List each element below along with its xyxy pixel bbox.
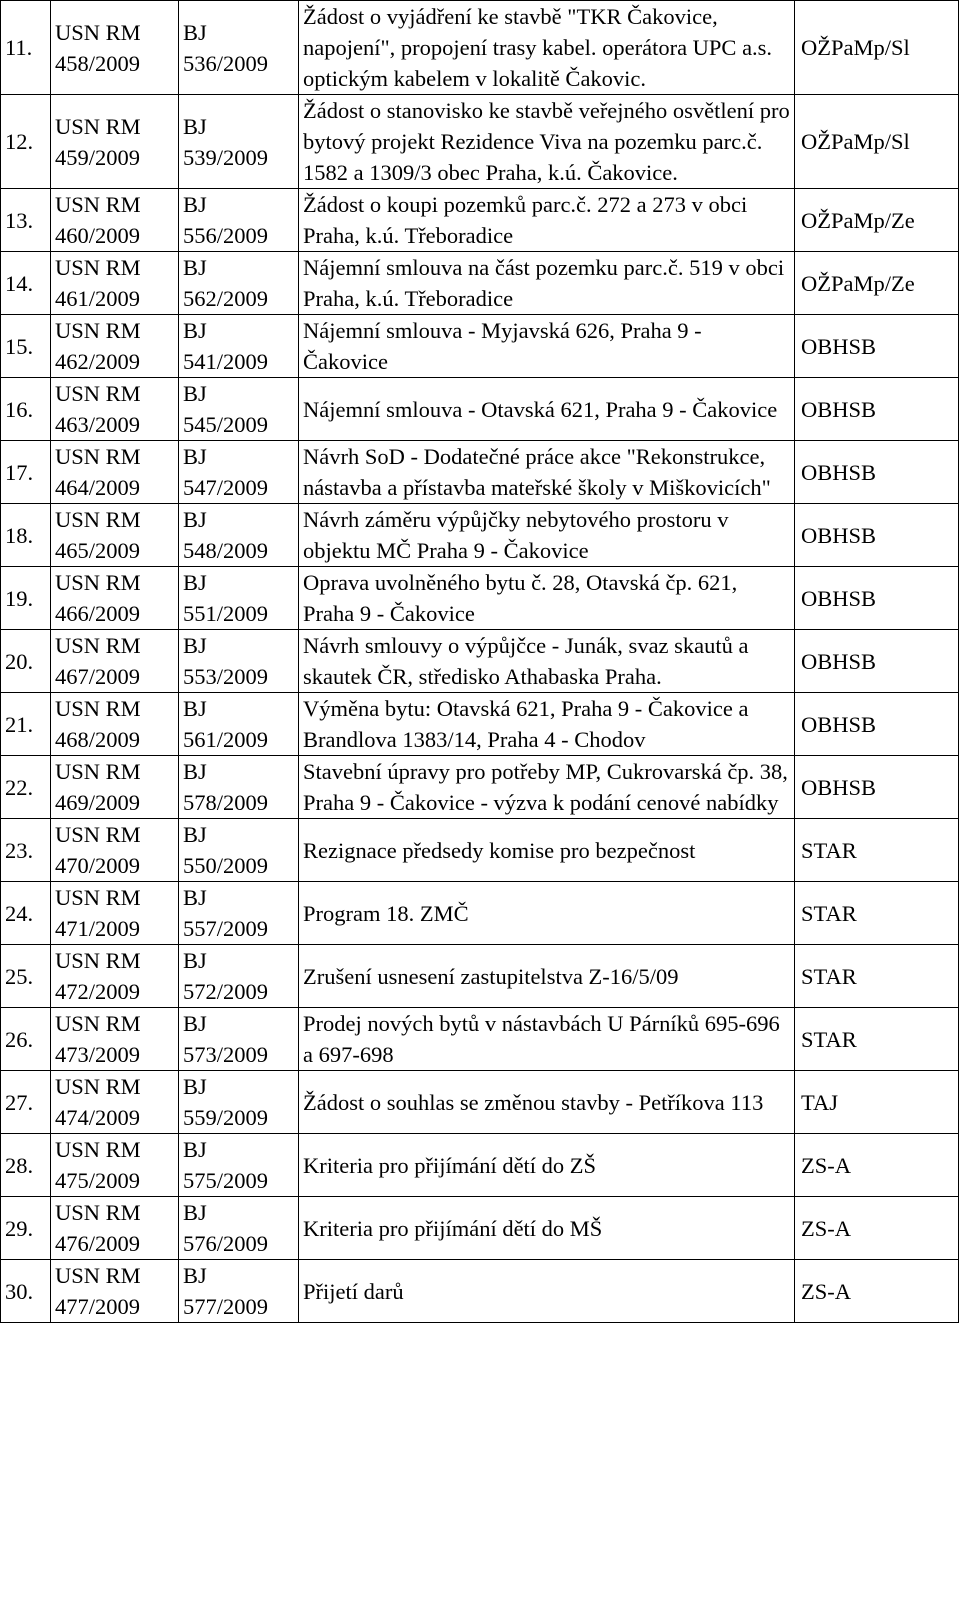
bj-number-cell — [179, 95, 299, 189]
table-row — [1, 315, 959, 378]
resolution-number-cell — [51, 756, 179, 819]
department: OBHSB — [795, 567, 959, 630]
department: OBHSB — [795, 693, 959, 756]
bj-number: 575/2009 — [183, 1168, 269, 1193]
resolution-description: Nájemní smlouva - Otavská 621, Praha 9 - Čakovice — [299, 378, 795, 441]
resolution-prefix: USN RM — [55, 1011, 141, 1036]
resolution-number-cell — [51, 1008, 179, 1071]
resolution-description: Prodej nových bytů v nástavbách U Párníků 695-696 a 697-698 — [299, 1008, 795, 1071]
bj-prefix: BJ — [183, 1200, 207, 1225]
resolution-prefix: USN RM — [55, 1074, 141, 1099]
resolution-prefix: USN RM — [55, 192, 141, 217]
resolution-number-cell — [51, 1, 179, 95]
table-row — [1, 1008, 959, 1071]
resolution-number: 472/2009 — [55, 979, 141, 1004]
resolution-prefix: USN RM — [55, 822, 141, 847]
bj-number: 557/2009 — [183, 916, 269, 941]
row-number: 22. — [1, 756, 51, 819]
resolution-description: Žádost o koupi pozemků parc.č. 272 a 273 v obci Praha, k.ú. Třeboradice — [299, 189, 795, 252]
bj-number-cell — [179, 252, 299, 315]
department: OŽPaMp/Sl — [795, 95, 959, 189]
bj-number: 577/2009 — [183, 1294, 269, 1319]
resolution-prefix: USN RM — [55, 507, 141, 532]
table-row — [1, 1197, 959, 1260]
resolution-prefix: USN RM — [55, 948, 141, 973]
resolution-description: Přijetí darů — [299, 1260, 795, 1323]
bj-number-cell — [179, 378, 299, 441]
row-number: 11. — [1, 1, 51, 95]
resolution-description: Kriteria pro přijímání dětí do ZŠ — [299, 1134, 795, 1197]
resolution-prefix: USN RM — [55, 1263, 141, 1288]
department: STAR — [795, 819, 959, 882]
resolution-description: Návrh záměru výpůjčky nebytového prostoru v objektu MČ Praha 9 - Čakovice — [299, 504, 795, 567]
bj-number: 572/2009 — [183, 979, 269, 1004]
resolution-number-cell — [51, 189, 179, 252]
resolution-description: Program 18. ZMČ — [299, 882, 795, 945]
row-number: 30. — [1, 1260, 51, 1323]
department: ZS-A — [795, 1260, 959, 1323]
resolution-description: Oprava uvolněného bytu č. 28, Otavská čp. 621, Praha 9 - Čakovice — [299, 567, 795, 630]
resolution-description: Návrh smlouvy o výpůjčce - Junák, svaz skautů a skautek ČR, středisko Athabaska Praha. — [299, 630, 795, 693]
resolution-number: 468/2009 — [55, 727, 141, 752]
resolution-number: 477/2009 — [55, 1294, 141, 1319]
bj-prefix: BJ — [183, 1263, 207, 1288]
resolution-number: 471/2009 — [55, 916, 141, 941]
bj-prefix: BJ — [183, 885, 207, 910]
resolution-number: 467/2009 — [55, 664, 141, 689]
row-number: 15. — [1, 315, 51, 378]
resolution-number-cell — [51, 630, 179, 693]
bj-prefix: BJ — [183, 507, 207, 532]
bj-number-cell — [179, 945, 299, 1008]
table-row — [1, 819, 959, 882]
bj-number: 559/2009 — [183, 1105, 269, 1130]
resolution-number-cell — [51, 1071, 179, 1134]
row-number: 12. — [1, 95, 51, 189]
resolution-number-cell — [51, 693, 179, 756]
row-number: 27. — [1, 1071, 51, 1134]
bj-number-cell — [179, 819, 299, 882]
resolution-prefix: USN RM — [55, 1200, 141, 1225]
bj-number: 573/2009 — [183, 1042, 269, 1067]
resolution-number-cell — [51, 95, 179, 189]
bj-number: 578/2009 — [183, 790, 269, 815]
table-row — [1, 567, 959, 630]
resolution-number: 459/2009 — [55, 144, 141, 170]
row-number: 26. — [1, 1008, 51, 1071]
resolution-number-cell — [51, 1197, 179, 1260]
bj-prefix: BJ — [183, 192, 207, 217]
table-row — [1, 95, 959, 189]
bj-number: 576/2009 — [183, 1231, 269, 1256]
row-number: 14. — [1, 252, 51, 315]
resolution-prefix: USN RM — [55, 570, 141, 595]
resolution-number: 460/2009 — [55, 223, 141, 248]
bj-prefix: BJ — [183, 948, 207, 973]
department: OBHSB — [795, 315, 959, 378]
resolution-number: 473/2009 — [55, 1042, 141, 1067]
resolution-prefix: USN RM — [55, 318, 141, 343]
table-row — [1, 1, 959, 95]
department: OŽPaMp/Sl — [795, 1, 959, 95]
resolution-number: 469/2009 — [55, 790, 141, 815]
resolution-description: Stavební úpravy pro potřeby MP, Cukrovarská čp. 38, Praha 9 - Čakovice - výzva k podání cenové nabídky — [299, 756, 795, 819]
bj-number-cell — [179, 315, 299, 378]
bj-number: 541/2009 — [183, 349, 269, 374]
department: OBHSB — [795, 504, 959, 567]
resolution-number-cell — [51, 315, 179, 378]
bj-number: 547/2009 — [183, 475, 269, 500]
department: STAR — [795, 945, 959, 1008]
resolution-number-cell — [51, 567, 179, 630]
resolution-number: 474/2009 — [55, 1105, 141, 1130]
resolution-number: 466/2009 — [55, 601, 141, 626]
bj-prefix: BJ — [183, 381, 207, 406]
resolution-prefix: USN RM — [55, 444, 141, 469]
resolution-number-cell — [51, 1260, 179, 1323]
bj-number: 562/2009 — [183, 286, 269, 311]
resolution-number-cell — [51, 378, 179, 441]
resolution-number: 465/2009 — [55, 538, 141, 563]
resolution-description: Žádost o vyjádření ke stavbě "TKR Čakovice, napojení", propojení trasy kabel. operátora UPC a.s. optickým kabelem v lokalitě Čakovic. — [299, 1, 795, 95]
resolution-description: Žádost o souhlas se změnou stavby - Petříkova 113 — [299, 1071, 795, 1134]
resolution-prefix: USN RM — [55, 633, 141, 658]
bj-prefix: BJ — [183, 759, 207, 784]
bj-prefix: BJ — [183, 255, 207, 280]
bj-prefix: BJ — [183, 19, 207, 45]
department: OBHSB — [795, 441, 959, 504]
bj-number: 545/2009 — [183, 412, 269, 437]
department: ZS-A — [795, 1134, 959, 1197]
bj-number-cell — [179, 1071, 299, 1134]
resolution-number-cell — [51, 882, 179, 945]
bj-number-cell — [179, 1197, 299, 1260]
row-number: 13. — [1, 189, 51, 252]
resolution-number-cell — [51, 945, 179, 1008]
row-number: 19. — [1, 567, 51, 630]
resolution-description: Rezignace předsedy komise pro bezpečnost — [299, 819, 795, 882]
table-row — [1, 630, 959, 693]
bj-prefix: BJ — [183, 1137, 207, 1162]
resolution-number: 476/2009 — [55, 1231, 141, 1256]
department: STAR — [795, 882, 959, 945]
row-number: 24. — [1, 882, 51, 945]
department: OBHSB — [795, 756, 959, 819]
resolution-description: Výměna bytu: Otavská 621, Praha 9 - Čakovice a Brandlova 1383/14, Praha 4 - Chodov — [299, 693, 795, 756]
table-row — [1, 252, 959, 315]
resolution-number: 458/2009 — [55, 50, 141, 76]
resolution-number: 461/2009 — [55, 286, 141, 311]
row-number: 23. — [1, 819, 51, 882]
resolution-number: 475/2009 — [55, 1168, 141, 1193]
table-row — [1, 189, 959, 252]
table-row — [1, 756, 959, 819]
bj-number: 556/2009 — [183, 223, 269, 248]
department: OBHSB — [795, 378, 959, 441]
resolution-description: Návrh SoD - Dodatečné práce akce "Rekonstrukce, nástavba a přístavba mateřské školy v Miškovicích" — [299, 441, 795, 504]
bj-number-cell — [179, 1134, 299, 1197]
resolution-number: 462/2009 — [55, 349, 141, 374]
bj-prefix: BJ — [183, 1011, 207, 1036]
bj-prefix: BJ — [183, 696, 207, 721]
bj-number-cell — [179, 504, 299, 567]
resolution-number-cell — [51, 1134, 179, 1197]
table-row — [1, 441, 959, 504]
bj-number-cell — [179, 1260, 299, 1323]
bj-number-cell — [179, 882, 299, 945]
bj-prefix: BJ — [183, 113, 207, 139]
table-row — [1, 378, 959, 441]
resolution-description: Kriteria pro přijímání dětí do MŠ — [299, 1197, 795, 1260]
bj-number: 539/2009 — [183, 144, 269, 170]
bj-number-cell — [179, 1008, 299, 1071]
resolutions-table-body — [1, 1, 959, 1323]
bj-number: 550/2009 — [183, 853, 269, 878]
resolution-number-cell — [51, 819, 179, 882]
bj-number: 536/2009 — [183, 50, 269, 76]
bj-number-cell — [179, 756, 299, 819]
resolution-description: Zrušení usnesení zastupitelstva Z-16/5/09 — [299, 945, 795, 1008]
resolution-prefix: USN RM — [55, 885, 141, 910]
table-row — [1, 504, 959, 567]
bj-number-cell — [179, 630, 299, 693]
resolution-prefix: USN RM — [55, 696, 141, 721]
bj-number-cell — [179, 189, 299, 252]
table-row — [1, 1134, 959, 1197]
resolution-number: 463/2009 — [55, 412, 141, 437]
department: ZS-A — [795, 1197, 959, 1260]
resolution-number: 464/2009 — [55, 475, 141, 500]
department: OBHSB — [795, 630, 959, 693]
resolution-description: Nájemní smlouva - Myjavská 626, Praha 9 - Čakovice — [299, 315, 795, 378]
bj-number: 548/2009 — [183, 538, 269, 563]
resolution-number: 470/2009 — [55, 853, 141, 878]
table-row — [1, 693, 959, 756]
resolution-prefix: USN RM — [55, 759, 141, 784]
bj-number: 553/2009 — [183, 664, 269, 689]
bj-prefix: BJ — [183, 444, 207, 469]
row-number: 18. — [1, 504, 51, 567]
bj-number-cell — [179, 441, 299, 504]
department: OŽPaMp/Ze — [795, 252, 959, 315]
department: STAR — [795, 1008, 959, 1071]
resolution-prefix: USN RM — [55, 1137, 141, 1162]
resolution-prefix: USN RM — [55, 19, 141, 45]
table-row — [1, 882, 959, 945]
table-row — [1, 1260, 959, 1323]
resolution-number-cell — [51, 252, 179, 315]
resolution-description: Nájemní smlouva na část pozemku parc.č. 519 v obci Praha, k.ú. Třeboradice — [299, 252, 795, 315]
table-row — [1, 945, 959, 1008]
resolution-number-cell — [51, 504, 179, 567]
row-number: 17. — [1, 441, 51, 504]
resolution-prefix: USN RM — [55, 113, 141, 139]
table-row — [1, 1071, 959, 1134]
bj-number: 551/2009 — [183, 601, 269, 626]
department: TAJ — [795, 1071, 959, 1134]
bj-prefix: BJ — [183, 318, 207, 343]
resolution-number-cell — [51, 441, 179, 504]
row-number: 29. — [1, 1197, 51, 1260]
row-number: 16. — [1, 378, 51, 441]
bj-prefix: BJ — [183, 570, 207, 595]
resolution-description: Žádost o stanovisko ke stavbě veřejného osvětlení pro bytový projekt Rezidence Viva na pozemku parc.č. 1582 a 1309/3 obec Praha, k.ú. Čakovice. — [299, 95, 795, 189]
resolution-prefix: USN RM — [55, 255, 141, 280]
department: OŽPaMp/Ze — [795, 189, 959, 252]
bj-number: 561/2009 — [183, 727, 269, 752]
bj-number-cell — [179, 1, 299, 95]
row-number: 25. — [1, 945, 51, 1008]
bj-prefix: BJ — [183, 822, 207, 847]
row-number: 20. — [1, 630, 51, 693]
bj-number-cell — [179, 693, 299, 756]
resolution-prefix: USN RM — [55, 381, 141, 406]
row-number: 28. — [1, 1134, 51, 1197]
bj-number-cell — [179, 567, 299, 630]
bj-prefix: BJ — [183, 633, 207, 658]
row-number: 21. — [1, 693, 51, 756]
bj-prefix: BJ — [183, 1074, 207, 1099]
